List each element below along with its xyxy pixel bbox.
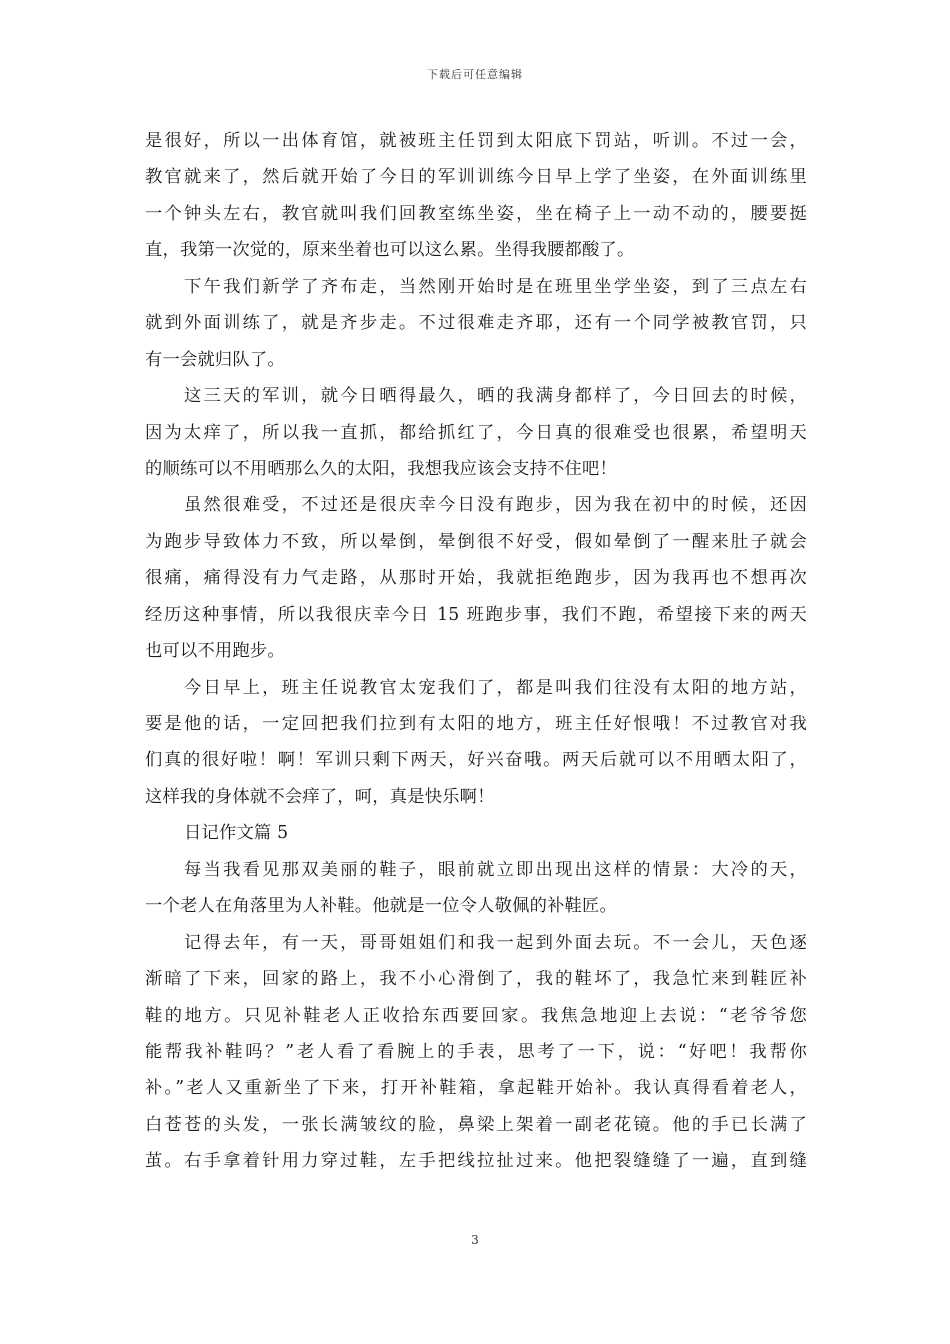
text-line: 虽然很难受，不过还是很庆幸今日没有跑步，因为我在初中的时候，还因 — [184, 495, 807, 516]
text-line: 的顺练可以不用晒那么久的太阳，我想我应该会支持不住吧！ — [145, 458, 617, 479]
text-line: 一个钟头左右，教官就叫我们回教室练坐姿，坐在椅子上一动不动的，腰要挺 — [145, 203, 807, 224]
text-line: 教官就来了，然后就开始了今日的军训训练今日早上学了坐姿，在外面训练里 — [145, 167, 807, 188]
text-line: 们真的很好啦！啊！军训只剩下两天，好兴奋哦。两天后就可以不用晒太阳了， — [145, 750, 807, 771]
text-line: 渐暗了下来，回家的路上，我不小心滑倒了，我的鞋坏了，我急忙来到鞋匠补 — [145, 969, 807, 990]
text-line: 很痛，痛得没有力气走路，从那时开始，我就拒绝跑步，因为我再也不想再次 — [145, 568, 807, 589]
text-line: 这样我的身体就不会痒了，呵，真是快乐啊！ — [145, 786, 495, 807]
page-header: 下载后可任意编辑 — [427, 68, 523, 81]
text-line: 下午我们新学了齐布走，当然刚开始时是在班里坐学坐姿，到了三点左右 — [184, 276, 807, 297]
text-line: 鞋的地方。只见补鞋老人正收拾东西要回家。我焦急地迎上去说：“老爷爷您 — [145, 1005, 807, 1026]
text-line: 这三天的军训，就今日晒得最久，晒的我满身都样了，今日回去的时候， — [184, 386, 807, 407]
text-line: 记得去年，有一天，哥哥姐姐们和我一起到外面去玩。不一会儿，天色逐 — [184, 932, 807, 953]
text-line: 也可以不用跑步。 — [145, 641, 285, 662]
text-line: 有一会就归队了。 — [145, 349, 285, 370]
text-line: 能帮我补鞋吗？”老人看了看腕上的手表，思考了一下，说：“好吧！我帮你 — [145, 1041, 807, 1062]
text-line: 为跑步导致体力不致，所以晕倒，晕倒很不好受，假如晕倒了一醒来肚子就会 — [145, 531, 807, 552]
text-line: 经历这种事情，所以我很庆幸今日 15 班跑步事，我们不跑，希望接下来的两天 — [145, 604, 807, 625]
text-line: 今日早上，班主任说教官太宠我们了，都是叫我们往没有太阳的地方站， — [184, 677, 807, 698]
text-line: 补。”老人又重新坐了下来，打开补鞋箱，拿起鞋开始补。我认真得看着老人， — [145, 1078, 807, 1099]
text-line: 要是他的话，一定回把我们拉到有太阳的地方，班主任好恨哦！不过教官对我 — [145, 714, 807, 734]
document-body — [145, 123, 807, 1180]
text-line: 一个老人在角落里为人补鞋。他就是一位令人敬佩的补鞋匠。 — [145, 896, 617, 917]
text-line: 每当我看见那双美丽的鞋子，眼前就立即出现出这样的情景：大冷的天， — [184, 859, 807, 880]
text-line: 日记作文篇 5 — [184, 823, 289, 844]
text-line: 直，我第一次觉的，原来坐着也可以这么累。坐得我腰都酸了。 — [145, 240, 635, 261]
text-line: 因为太痒了，所以我一直抓，都给抓红了，今日真的很难受也很累，希望明天 — [145, 422, 807, 443]
text-line: 白苍苍的头发，一张长满皱纹的脸，鼻梁上架着一副老花镜。他的手已长满了 — [145, 1114, 807, 1135]
text-line: 是很好，所以一出体育馆，就被班主任罚到太阳底下罚站，听训。不过一会， — [145, 131, 807, 151]
page-number: 3 — [471, 1233, 479, 1247]
text-line: 就到外面训练了，就是齐步走。不过很难走齐耶，还有一个同学被教官罚，只 — [145, 313, 807, 334]
text-line: 茧。右手拿着针用力穿过鞋，左手把线拉扯过来。他把裂缝缝了一遍，直到缝 — [145, 1151, 807, 1172]
